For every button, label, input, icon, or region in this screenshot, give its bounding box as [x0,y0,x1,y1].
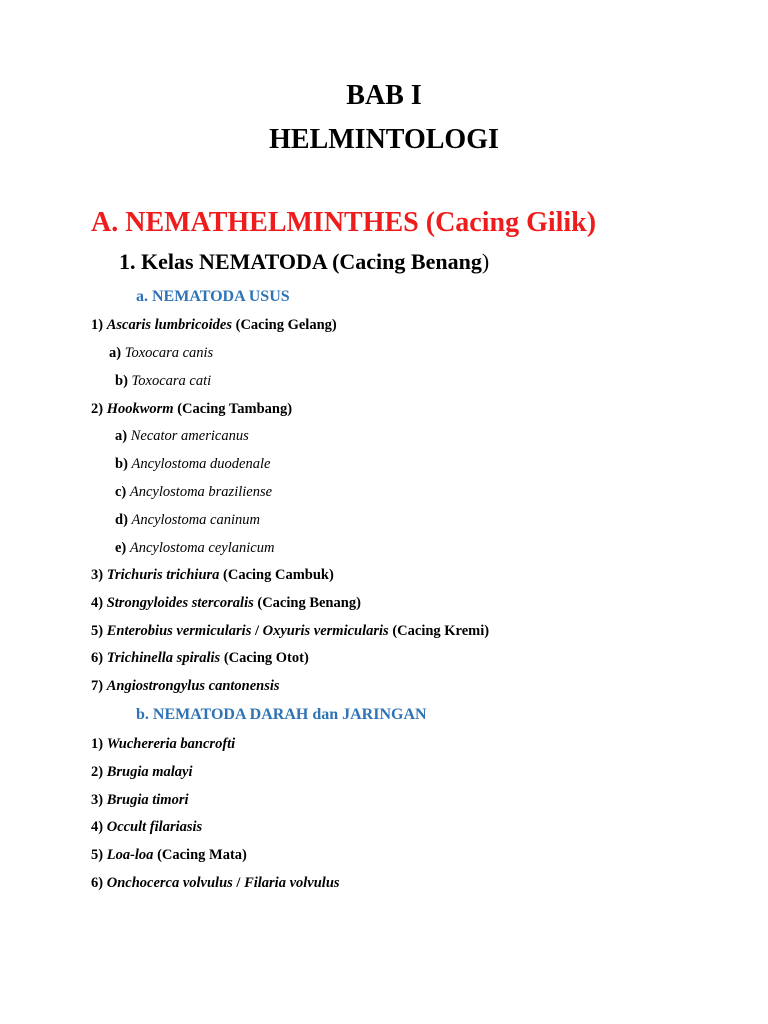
item-number: 4) [91,595,107,611]
list-item [91,317,337,334]
class-heading [119,249,489,275]
item-letter: b) [115,373,132,389]
item-number: 5) [91,847,107,863]
common-name: (Cacing Gelang) [232,317,337,333]
item-number: 5) [91,623,107,639]
species-name: Trichuris trichiura [106,567,220,583]
section-heading: A. NEMATHELMINTHES (Cacing Gilik) [91,207,597,238]
class-heading-paren: ) [481,249,490,274]
species-synonym: Oxyuris vermicularis [262,623,389,639]
species-name: Hookworm [106,401,174,417]
common-name: (Cacing Cambuk) [219,567,334,583]
item-number: 6) [91,875,107,891]
list-item [91,623,489,640]
item-letter: a) [109,345,125,361]
item-number: 2) [91,401,107,417]
list-item [91,819,202,836]
species-name: Ancylostoma caninum [131,512,260,528]
item-number: 1) [91,317,107,333]
sub-list-item [115,484,272,501]
species-name: Wuchereria bancrofti [106,736,236,752]
list-item [91,678,280,695]
species-name: Ascaris lumbricoides [106,317,232,333]
list-item [91,567,334,584]
common-name: (Cacing Mata) [153,847,247,863]
list-item [91,875,340,892]
species-name: Brugia malayi [106,764,193,780]
species-name: Occult filariasis [106,819,203,835]
name-separator: / [232,875,245,891]
species-name: Toxocara cati [131,373,212,389]
species-name: Toxocara canis [124,345,214,361]
item-number: 1) [91,736,107,752]
sub-list-item [115,373,211,390]
chapter-title: HELMINTOLOGI [269,124,499,155]
item-number: 2) [91,764,107,780]
item-letter: b) [115,456,132,472]
item-letter: a) [115,428,131,444]
species-name: Ancylostoma braziliense [129,484,273,500]
species-name: Onchocerca volvulus [106,875,233,891]
common-name: (Cacing Kremi) [388,623,490,639]
sub-list-item [115,512,260,529]
list-item [91,792,189,809]
species-name: Loa-loa [106,847,154,863]
species-name: Angiostrongylus cantonensis [106,678,280,694]
item-letter: d) [115,512,132,528]
sub-list-item [115,540,274,557]
common-name: (Cacing Tambang) [173,401,293,417]
sub-list-item [115,456,270,473]
species-name: Enterobius vermicularis [106,623,252,639]
subsection-nematoda-darah: b. NEMATODA DARAH dan JARINGAN [136,706,427,723]
list-item [91,764,193,781]
species-synonym: Filaria volvulus [244,875,340,891]
species-name: Ancylostoma ceylanicum [129,540,275,556]
item-number: 4) [91,819,107,835]
name-separator: / [251,623,263,639]
common-name: (Cacing Benang) [253,595,361,611]
sub-list-item [109,345,213,362]
list-item [91,847,247,864]
item-letter: e) [115,540,130,556]
item-number: 6) [91,650,107,666]
species-name: Brugia timori [106,792,189,808]
common-name: (Cacing Otot) [220,650,309,666]
class-heading-text: 1. Kelas NEMATODA (Cacing Benang [119,249,482,274]
item-number: 3) [91,567,107,583]
item-number: 3) [91,792,107,808]
list-item [91,595,361,612]
species-name: Strongyloides stercoralis [106,595,254,611]
list-item [91,736,235,753]
list-item [91,401,292,418]
sub-list-item [115,428,249,445]
item-letter: c) [115,484,130,500]
species-name: Ancylostoma duodenale [131,456,271,472]
item-number: 7) [91,678,107,694]
subsection-nematoda-usus: a. NEMATODA USUS [136,288,290,305]
chapter-number: BAB I [346,80,422,111]
list-item [91,650,309,667]
species-name: Trichinella spiralis [106,650,221,666]
species-name: Necator americanus [130,428,249,444]
